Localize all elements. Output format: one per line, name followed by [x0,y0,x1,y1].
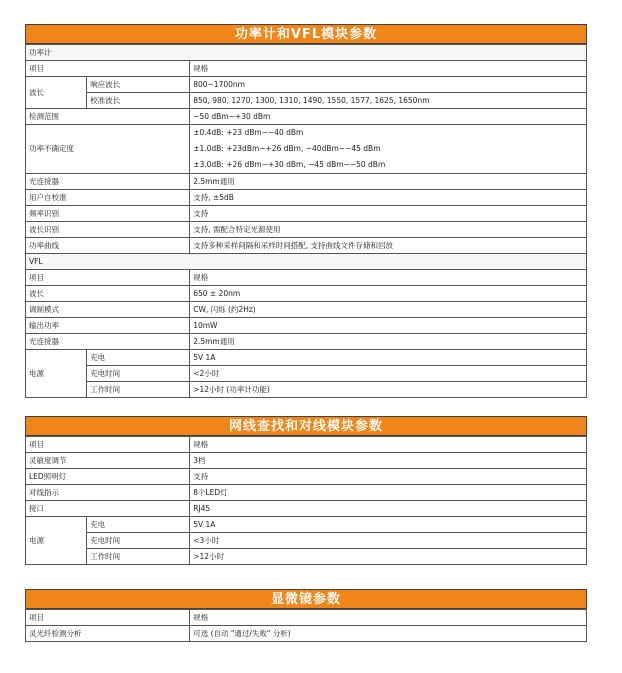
row-value: −50 dBm~+30 dBm [190,109,587,125]
row-key: 用户自校准 [26,190,190,206]
row-key: 光连接器 [26,334,190,350]
row-value: 支持 [190,206,587,222]
row-key: 调制模式 [26,302,190,318]
header-spec: 规格 [190,437,587,453]
row-value: 支持 [190,469,587,485]
header-item: 项目 [26,437,190,453]
row-value: 可选 (自动 "通过/失败" 分析) [190,626,587,642]
row-value: 850, 980, 1270, 1300, 1310, 1490, 1550, 1577, 1625, 1650nm [190,93,587,109]
header-item: 项目 [26,61,190,77]
section-title: 显微镜参数 [25,589,587,609]
row-value: 8个LED灯 [190,485,587,501]
row-key: 波长识别 [26,222,190,238]
row-value: <2小时 [190,366,587,382]
row-key: 工作时间 [87,549,190,565]
header-item: 项目 [26,610,190,626]
row-key: 频率识别 [26,206,190,222]
row-label-wavelength: 波长 [26,77,87,109]
row-key: 功率曲线 [26,238,190,254]
row-value: 2.5mm通用 [190,174,587,190]
header-spec: 规格 [190,270,587,286]
row-label-power-supply: 电源 [26,350,87,398]
row-key: 波长 [26,286,190,302]
uncertainty-line: ±1.0dB: +23dBm~+26 dBm, −40dBm~−45 dBm [193,144,381,153]
row-value: CW, 闪烁 (约2Hz) [190,302,587,318]
network-table [25,436,587,565]
network-section [25,416,587,565]
subheading-power-meter: 功率计 [26,45,587,61]
row-value: 支持, ±5dB [190,190,587,206]
row-value: 800~1700nm [190,77,587,93]
section-title: 功率计和VFL模块参数 [25,24,587,44]
power-vfl-section [25,24,587,398]
section-title: 网线查找和对线模块参数 [25,416,587,436]
row-key: 输出功率 [26,318,190,334]
row-value: >12小时 [190,549,587,565]
row-value: 10mW [190,318,587,334]
row-key: 校准波长 [87,93,190,109]
row-value-uncertainty [190,125,587,174]
row-key: 工作时间 [87,382,190,398]
row-value: 5V 1A [190,517,587,533]
row-key: LED照明灯 [26,469,190,485]
row-key: 对线指示 [26,485,190,501]
row-key: 充电时间 [87,533,190,549]
microscope-section [25,589,587,642]
row-key: 接口 [26,501,190,517]
row-key: 充电 [87,350,190,366]
row-label-power-supply: 电源 [26,517,87,565]
subheading-vfl: VFL [26,254,587,270]
row-key: 功率不确定度 [26,125,190,174]
row-value: >12小时 (功率计功能) [190,382,587,398]
row-value: 650 ± 20nm [190,286,587,302]
row-value: 支持多种采样间隔和采样时间搭配, 支持曲线文件存储和回放 [190,238,587,254]
row-key: 响应波长 [87,77,190,93]
row-key: 充电 [87,517,190,533]
row-key: 灵光纤检测分析 [26,626,190,642]
row-value: 3档 [190,453,587,469]
header-item: 项目 [26,270,190,286]
row-key: 灵敏度调节 [26,453,190,469]
row-key: 检测范围 [26,109,190,125]
microscope-table [25,609,587,642]
uncertainty-line: ±3.0dB: +26 dBm~+30 dBm, −45 dBm~−50 dBm [193,160,386,169]
row-value: RJ45 [190,501,587,517]
uncertainty-line: ±0.4dB: +23 dBm~−40 dBm [193,128,304,137]
row-key: 光连接器 [26,174,190,190]
power-vfl-table [25,44,587,398]
header-spec: 规格 [190,61,587,77]
row-value: 5V 1A [190,350,587,366]
row-value: 2.5mm通用 [190,334,587,350]
header-spec: 规格 [190,610,587,626]
row-value: <3小时 [190,533,587,549]
row-value: 支持, 需配合特定光源使用 [190,222,587,238]
row-key: 充电时间 [87,366,190,382]
